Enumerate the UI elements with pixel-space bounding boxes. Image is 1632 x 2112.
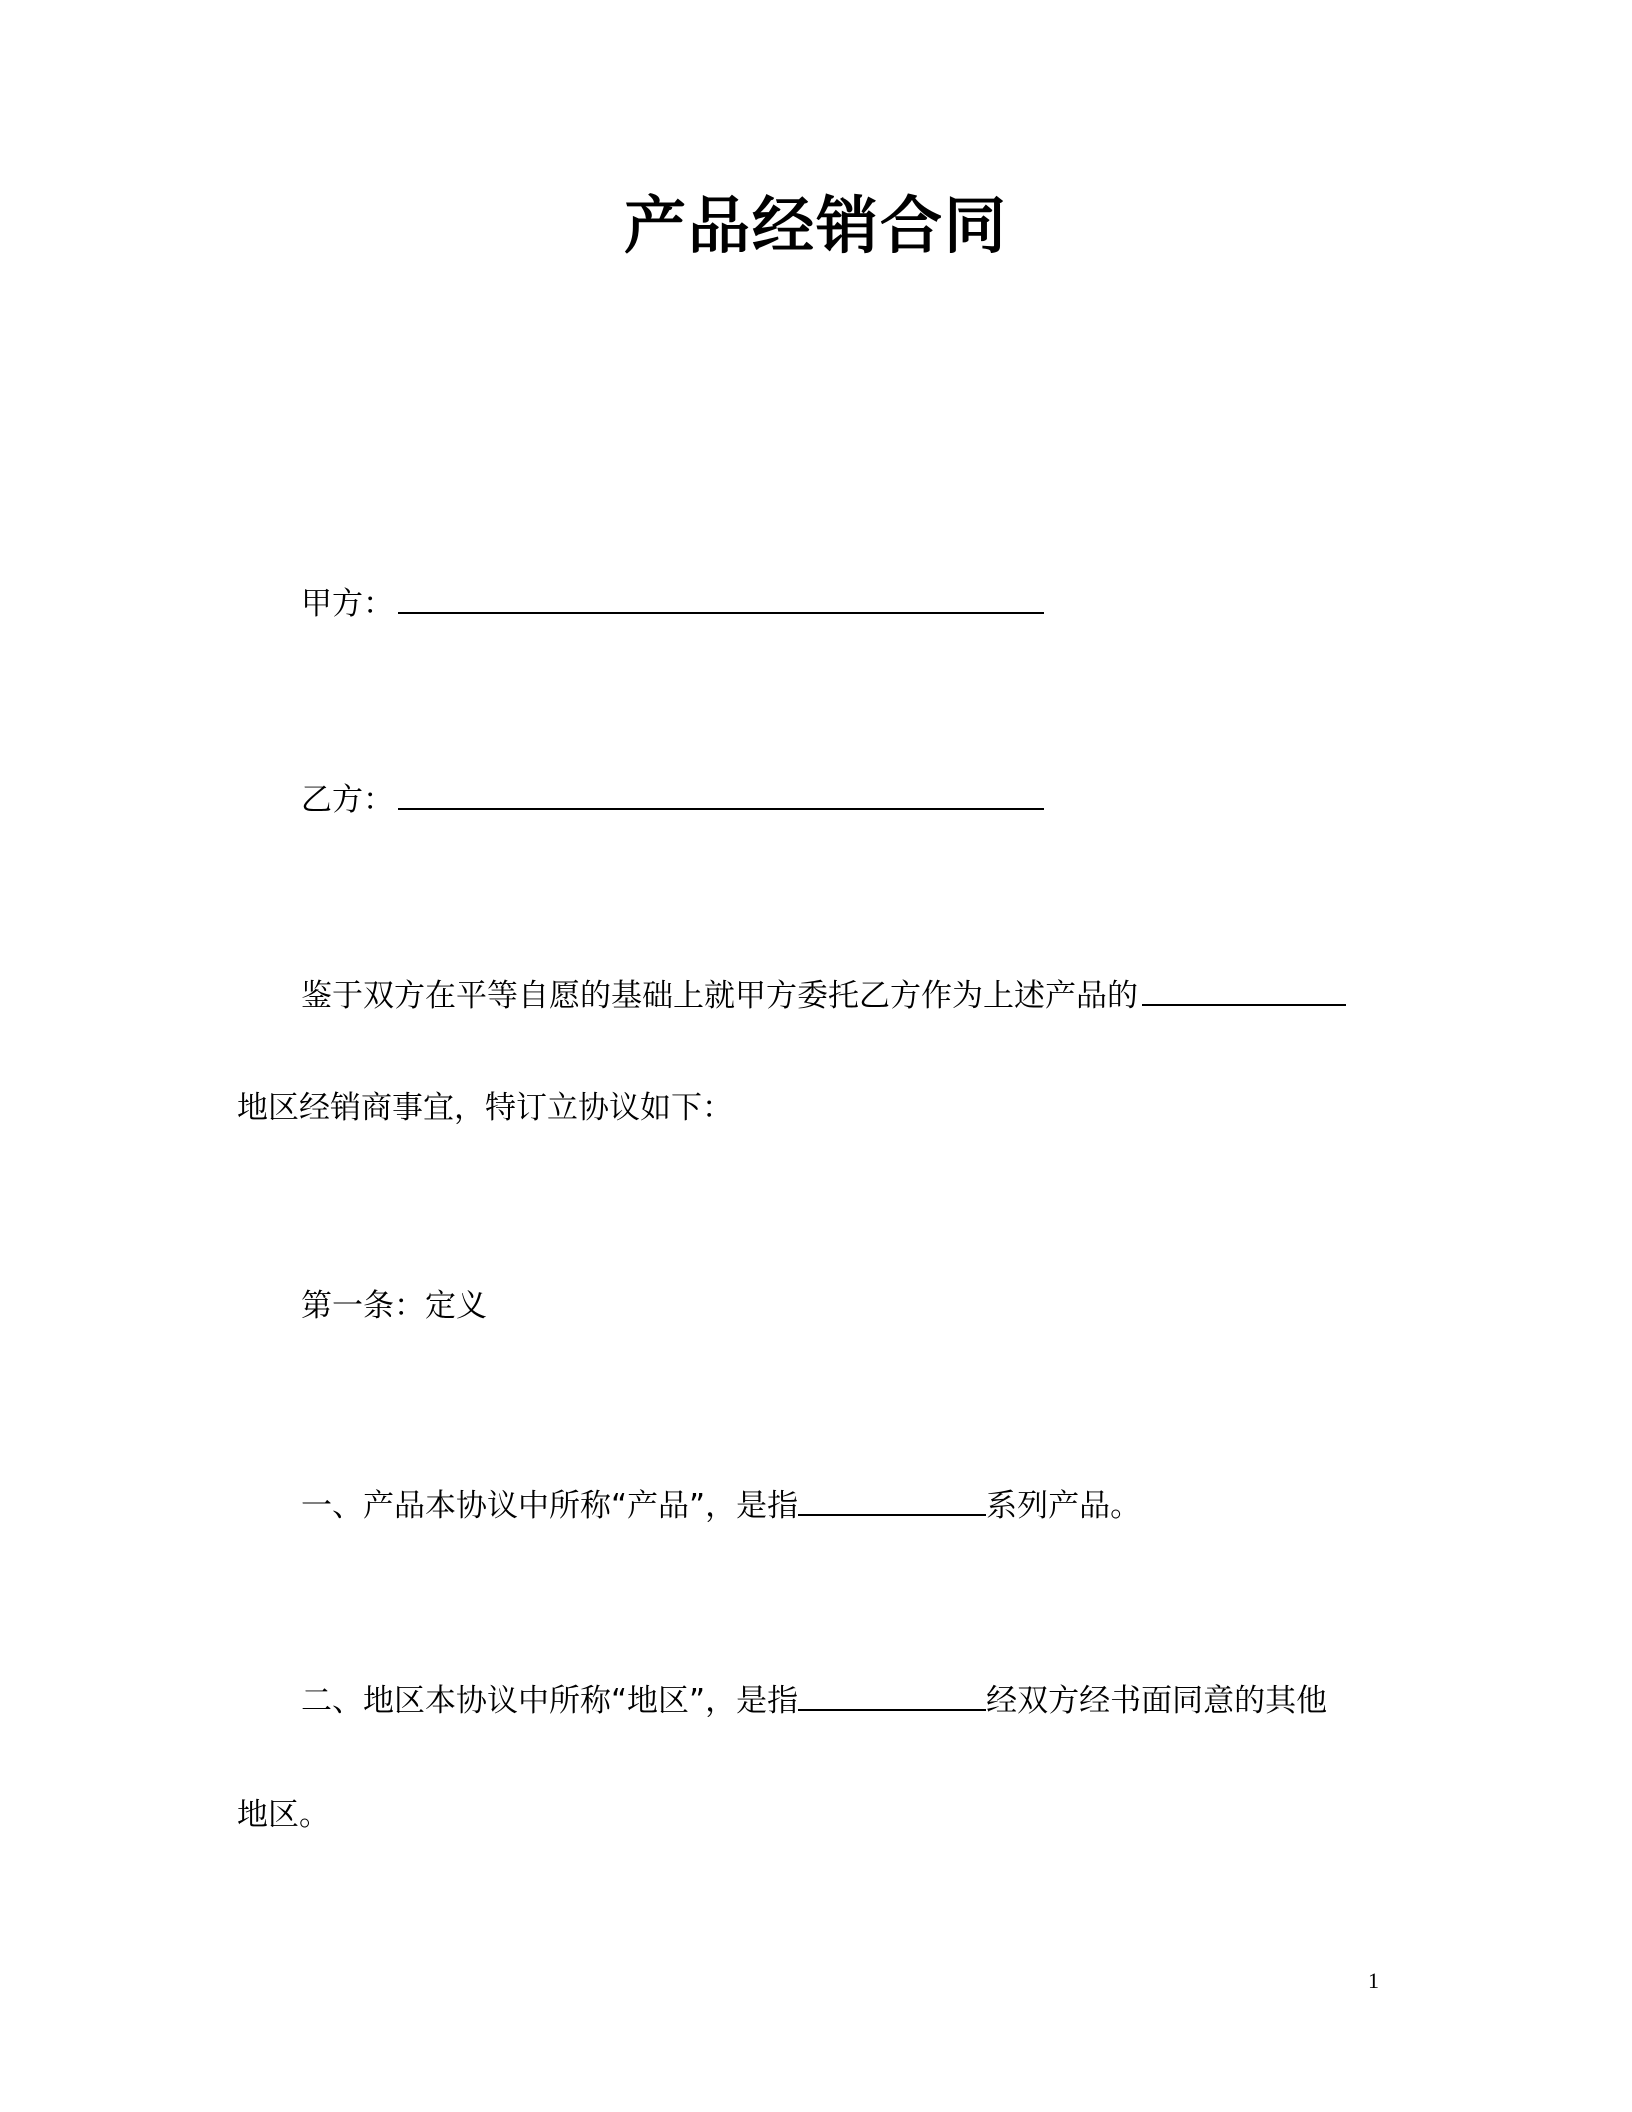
preamble-text-1: 鉴于双方在平等自愿的基础上就甲方委托乙方作为上述产品的 bbox=[301, 978, 1138, 1014]
document-title: 产品经销合同 bbox=[623, 189, 1008, 262]
article-1-heading-text: 第一条：定义 bbox=[301, 1288, 487, 1324]
party-a-blank bbox=[398, 611, 1044, 614]
article-1-heading bbox=[301, 1288, 487, 1324]
clause-2-prefix: 二、地区本协议中所称“地区”，是指 bbox=[301, 1683, 799, 1719]
party-b-label: 乙方： bbox=[301, 782, 394, 818]
clause-2-line-2 bbox=[237, 1797, 330, 1833]
region-blank bbox=[1142, 1003, 1346, 1006]
preamble-line-2 bbox=[237, 1090, 733, 1126]
party-b-line bbox=[301, 782, 1046, 818]
clause-1-suffix: 系列产品。 bbox=[986, 1488, 1142, 1524]
product-series-blank bbox=[798, 1513, 986, 1516]
clause-2-suffix: 经双方经书面同意的其他 bbox=[986, 1683, 1328, 1719]
clause-1-prefix: 一、产品本协议中所称“产品”，是指 bbox=[301, 1488, 799, 1524]
party-a-label: 甲方： bbox=[301, 586, 394, 622]
territory-blank bbox=[798, 1708, 986, 1711]
preamble-line-1 bbox=[301, 978, 1348, 1014]
party-a-line bbox=[301, 586, 1046, 622]
clause-1-line bbox=[301, 1488, 1142, 1524]
preamble-text-2: 地区经销商事宜，特订立协议如下： bbox=[237, 1090, 733, 1126]
party-b-blank bbox=[398, 807, 1044, 810]
clause-2-line-1 bbox=[301, 1683, 1328, 1719]
page-number: 1 bbox=[1368, 1968, 1379, 1993]
clause-2-continuation: 地区。 bbox=[237, 1797, 330, 1833]
